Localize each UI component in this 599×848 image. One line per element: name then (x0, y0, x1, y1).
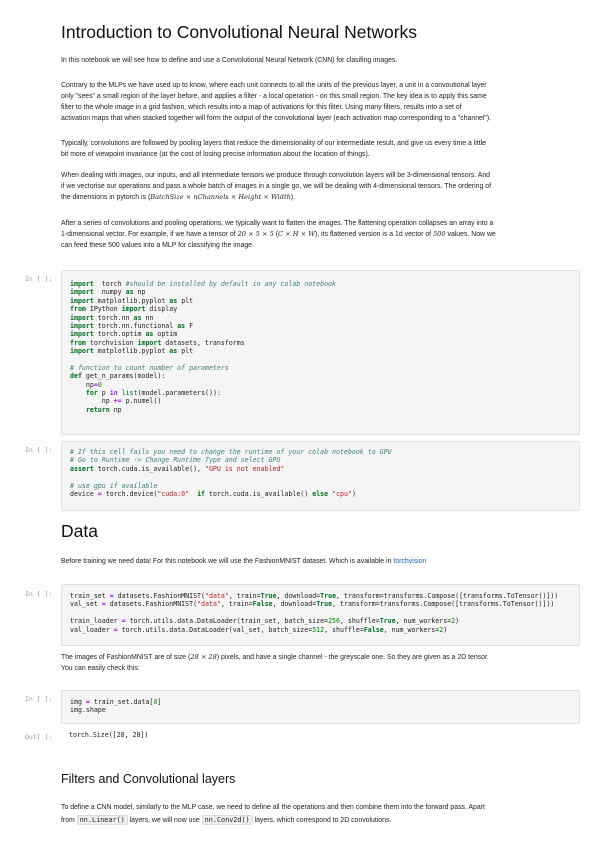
code-token: np (70, 397, 114, 406)
section-heading-filters: Filters and Convolutional layers (61, 772, 236, 786)
code-token: True (316, 600, 333, 609)
code-token: , shuffle= (339, 617, 380, 626)
code-token: device (70, 489, 98, 498)
code-block (70, 698, 161, 715)
code-token: p (97, 389, 110, 398)
code-line (70, 592, 558, 600)
code-block (70, 280, 336, 414)
code-token: optim (153, 330, 178, 339)
code-token: matplotlib.pyplot (93, 296, 170, 305)
code-token: in (109, 389, 118, 398)
code-cell-device[interactable] (61, 441, 580, 511)
code-token: as (145, 330, 154, 339)
code-token: if (193, 489, 206, 498)
code-token: torch.cuda.is_available() (205, 489, 313, 498)
code-line (70, 314, 336, 322)
code-line (70, 288, 336, 296)
code-token: , train= (220, 600, 253, 609)
code-token: np (133, 288, 146, 297)
code-token: torch.utils.data.DataLoader(val_set, batch_size= (117, 625, 313, 634)
text-span: layers, which correspond to 2D convolutions. (252, 817, 392, 824)
intro-paragraph-4 (61, 170, 541, 203)
code-token: img (70, 698, 86, 706)
code-line (70, 297, 336, 305)
code-token: , train= (228, 592, 261, 600)
code-block (70, 448, 392, 498)
code-token: , download= (272, 600, 317, 609)
code-token: import (70, 296, 94, 305)
code-line (70, 339, 336, 347)
intro-paragraph-5 (61, 218, 541, 251)
code-line (70, 465, 392, 473)
code-token: numpy (93, 288, 126, 297)
text-line (61, 652, 541, 663)
text-span: ( (273, 231, 278, 238)
text-line: if we vectorise our operations and pass a whole batch of images in a single go, we will be dealing with 4-dimensional tensors. The ordering of (61, 183, 492, 190)
code-line (70, 626, 558, 634)
text-span: ). (290, 194, 296, 201)
code-cell-data-loading[interactable] (61, 584, 580, 646)
code-token: # If this cell fails you need to change the runtime of your colab notebook to GPU (70, 448, 392, 456)
code-token: for (85, 389, 98, 398)
code-token: False (363, 625, 384, 634)
code-token: def (70, 372, 82, 381)
code-token: import (70, 347, 94, 356)
code-line (70, 617, 558, 625)
text-line: When dealing with images, our inputs, and all intermediate tensors we produce through convolution layers will be 3-dimensional tensors. And (61, 172, 490, 179)
text-span: the dimensions in pytorch is ( (61, 194, 151, 201)
code-token: "data" (197, 600, 221, 609)
code-line (70, 706, 161, 714)
code-token: "cuda:0" (157, 489, 190, 498)
text-line (61, 556, 541, 567)
code-token: = (97, 489, 102, 498)
code-token: torch (93, 280, 126, 288)
code-token: ) (351, 489, 356, 498)
code-token: "GPU is not enabled" (204, 464, 285, 473)
code-token: as (133, 313, 142, 322)
text-span: The images of FashionMNIST are of size ( (61, 654, 191, 661)
code-token: datasets.FashionMNIST( (105, 600, 198, 609)
code-token: , num_workers= (383, 625, 440, 634)
code-token: p.numel() (121, 397, 162, 406)
code-token: , transform=transforms.Compose([transforms.ToTensor()])) (336, 592, 559, 600)
code-token: plt (177, 296, 194, 305)
inline-code: nn.Linear() (77, 815, 128, 825)
section-heading-data: Data (61, 521, 98, 541)
code-line (70, 456, 392, 464)
code-cell-imports[interactable] (61, 270, 580, 435)
code-token: ) (455, 617, 460, 626)
data-paragraph-2 (61, 652, 541, 674)
code-token: as (125, 288, 134, 297)
code-token: train_set (70, 592, 110, 600)
text-line (61, 192, 541, 203)
text-line: activation maps that when stacked together will form the output of the convolutional layer (each activation map corresponding to a "channel"). (61, 115, 492, 122)
text-span: layers, we will now use (127, 817, 202, 824)
code-token: import (70, 321, 94, 330)
code-line (70, 397, 336, 405)
code-token: get_n_params(model): (81, 372, 166, 381)
inline-code: nn.Conv2d() (202, 815, 253, 825)
code-token: torch.nn (93, 313, 134, 322)
math-expression: BatchSize × nChannels × Height × Width (150, 193, 291, 201)
code-token: # Go to Runtime -> Change Runtime Type and select GPU (70, 456, 281, 465)
intro-paragraph-3 (61, 138, 541, 160)
data-paragraph-1 (61, 556, 541, 567)
input-prompt: In [ ]: (25, 695, 53, 703)
code-token: (model.parameters()): (137, 389, 221, 398)
code-token: torchvision (85, 338, 138, 347)
code-token: , num_workers= (395, 617, 452, 626)
code-token: img.shape (70, 706, 106, 715)
math-expression: 28 × 28 (190, 653, 217, 661)
text-span: 1-dimensional vector. For example, if we have a tensor of (61, 231, 238, 238)
code-token: # use gpu if available (70, 481, 158, 490)
code-token: val_set (70, 600, 102, 609)
code-line (70, 448, 392, 456)
text-line (61, 814, 541, 827)
page-title: Introduction to Convolutional Neural Networks (61, 22, 418, 42)
code-token: list (121, 389, 138, 398)
code-token: torch.optim (93, 330, 146, 339)
code-line (70, 482, 392, 490)
code-token: True (379, 617, 396, 626)
input-prompt: In [ ]: (25, 590, 53, 598)
code-token: 0 (97, 380, 102, 389)
code-token: = (93, 380, 98, 389)
code-token: assert (70, 464, 94, 473)
code-token: from (70, 305, 86, 314)
code-token: np (70, 380, 94, 389)
code-token: return (85, 405, 110, 414)
code-token: torch.nn.functional (93, 321, 178, 330)
code-line (70, 322, 336, 330)
code-line (70, 356, 336, 364)
code-token: 0 (153, 698, 158, 706)
code-line (70, 305, 336, 313)
code-token: datasets.FashionMNIST( (113, 592, 205, 600)
code-token: np (109, 405, 122, 414)
code-token (70, 406, 86, 414)
code-token: import (70, 313, 94, 322)
code-token: , transform=transforms.Compose([transforms.ToTensor()])) (332, 600, 555, 609)
text-line: Contrary to the MLPs we have used up to know, where each unit connects to all the units of the previous layer, a unit in a convoutional layer (61, 82, 487, 89)
code-token: nn (141, 313, 154, 322)
text-span: ) pixels, and have a single channel - the greyscale one. So they are given as a 2D tensor. (216, 654, 489, 661)
code-token: train_loader (70, 617, 122, 626)
input-prompt: In [ ]: (25, 446, 53, 454)
text-line: can feed these 500 values into a MLP for classifying the image. (61, 242, 254, 249)
code-block (70, 592, 558, 634)
code-token: torch.device( (101, 489, 158, 498)
code-token: True (320, 592, 337, 600)
text-span: ), its flattened version is a 1d vector of (315, 231, 433, 238)
code-token: False (252, 600, 273, 609)
intro-paragraph-1 (61, 55, 541, 66)
code-token: train_set.data[ (89, 698, 154, 706)
text-span: values. Now we (445, 231, 496, 238)
code-line (70, 381, 336, 389)
text-line: only "sees" a small region of the layer before, and applies a filter - a local operation - on this small region. The key idea is to apply this same (61, 93, 487, 100)
code-token: = (113, 625, 118, 634)
code-token (70, 389, 86, 397)
code-token: import (121, 305, 146, 314)
intro-paragraph-2 (61, 80, 541, 124)
code-token: import (70, 330, 94, 339)
code-token: display (145, 305, 178, 314)
code-line (70, 406, 336, 414)
math-expression: 500 (432, 230, 446, 238)
text-span: from (61, 817, 77, 824)
code-token: 2 (439, 625, 444, 634)
code-token: True (260, 592, 277, 600)
code-cell-img-shape[interactable] (61, 690, 580, 724)
code-token: #should be installed by default in any colab notebook (125, 280, 336, 288)
torchvision-link[interactable]: torchvision (393, 558, 427, 565)
code-line (70, 347, 336, 355)
text-line: bit more of viewpoint invariance (at the cost of losing precise information about the location of things). (61, 151, 370, 158)
code-token: from (70, 338, 86, 347)
cell-output: torch.Size([28, 28]) (69, 731, 149, 739)
code-line (70, 490, 392, 498)
code-line (70, 372, 336, 380)
code-token: = (101, 600, 106, 609)
code-token: 2 (451, 617, 456, 626)
text-line: filter to the whole image in a grid fashion, which results into a map of activations for this filter. Using many filters, results into a set of (61, 104, 462, 111)
code-token: as (169, 347, 178, 356)
code-line (70, 600, 558, 608)
code-token: += (113, 397, 122, 406)
text-line: Typically, convolutions are followed by pooling layers that reduce the dimensionality of our intermediate result, and give us every time a little (61, 140, 487, 147)
filters-paragraph (61, 802, 541, 827)
code-token: , shuffle= (324, 625, 364, 634)
code-token: ) (443, 625, 448, 634)
code-token: "cpu" (332, 489, 352, 498)
code-token: F (185, 321, 194, 330)
code-token: import (70, 288, 94, 297)
code-token: 256 (328, 617, 340, 626)
text-span: Before training we need data! For this notebook we will use the FashionMNIST dataset. Which is available in (61, 558, 394, 565)
code-token: , download= (276, 592, 321, 600)
code-line (70, 698, 161, 706)
math-expression: 20 × 5 × 5 (237, 230, 274, 238)
code-token: IPython (85, 305, 122, 314)
code-token: plt (177, 347, 194, 356)
code-token: torch.utils.data.DataLoader(train_set, batch_size= (125, 617, 329, 626)
text-line (61, 229, 541, 240)
code-line (70, 364, 336, 372)
text-line: You can easily check this: (61, 665, 140, 672)
code-token: 512 (312, 625, 325, 634)
code-token: = (85, 698, 90, 706)
code-token: datasets, transforms (161, 338, 245, 347)
code-line (70, 280, 336, 288)
code-line (70, 330, 336, 338)
input-prompt: In [ ]: (25, 275, 53, 283)
math-expression: C × H × W (278, 230, 316, 238)
code-token: torch.cuda.is_available(), (93, 464, 205, 473)
code-token: import (70, 280, 94, 288)
code-token: import (137, 338, 162, 347)
code-token: as (177, 321, 186, 330)
code-token: as (169, 296, 178, 305)
code-line (70, 609, 558, 617)
code-token: = (121, 617, 126, 626)
code-token: = (109, 592, 114, 600)
code-line (70, 389, 336, 397)
code-token: ] (157, 698, 162, 706)
code-token: "data" (205, 592, 229, 600)
code-token: val_loader (70, 625, 114, 634)
code-token: # function to count number of parameters (70, 363, 229, 372)
text-line: After a series of convolutions and pooling operations, we typically want to flatten the images. The flattening operation collapses an array into a (61, 220, 494, 227)
code-token: else (312, 489, 329, 498)
output-prompt: Out[ ]: (25, 733, 53, 741)
text-line: In this notebook we will see how to define and use a Convolutional Neural Network (CNN) for clasifing images. (61, 57, 398, 64)
code-line (70, 473, 392, 481)
code-token: matplotlib.pyplot (93, 347, 170, 356)
text-line: To define a CNN model, similarly to the MLP case, we need to define all the operations and then combine them into the forward pass. Apart (61, 804, 485, 811)
